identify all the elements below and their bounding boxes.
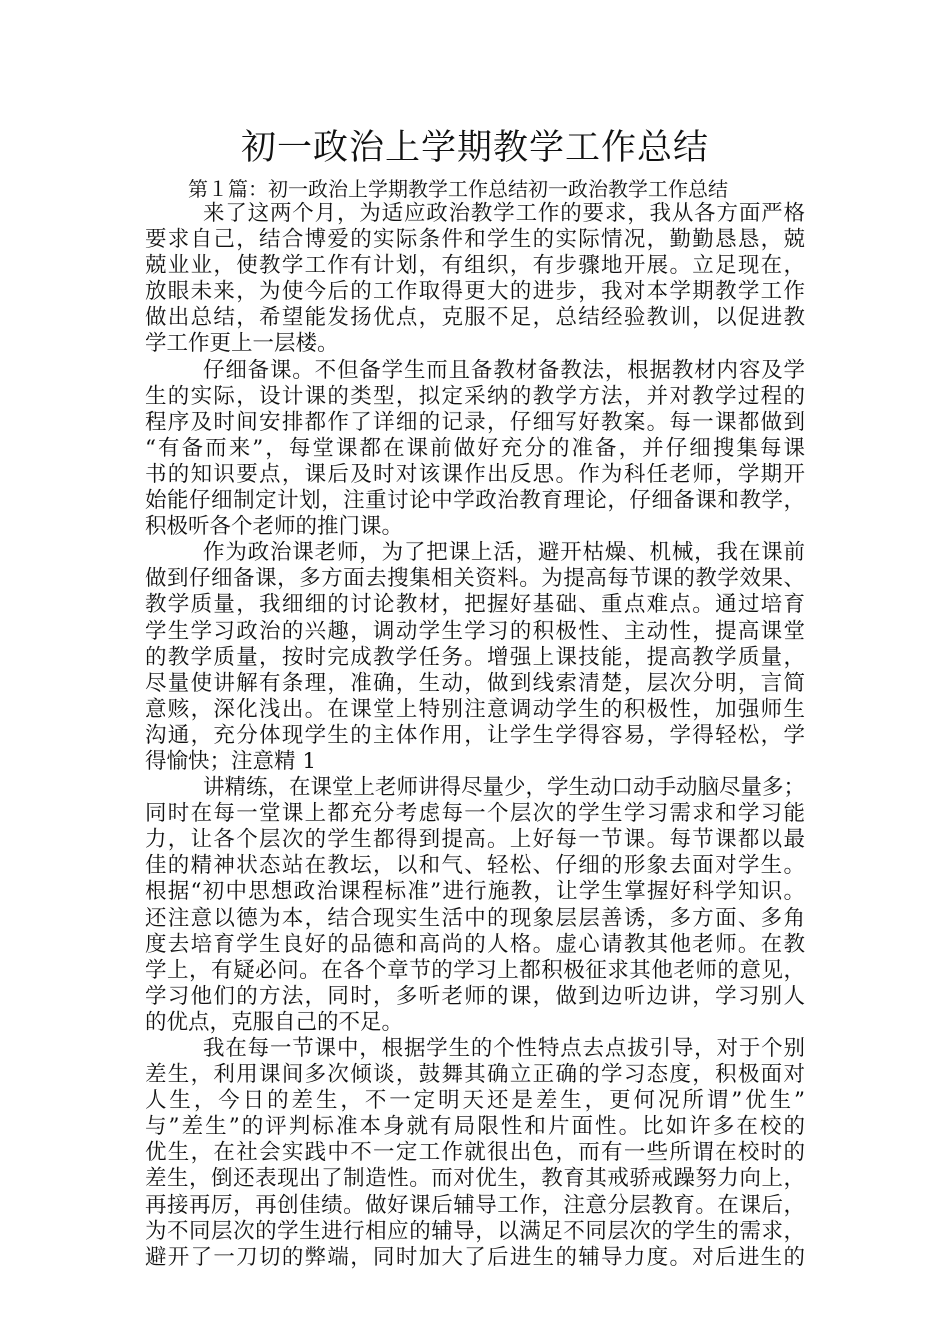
body-line: 再接再厉，再创佳绩。做好课后辅导工作，注意分层教育。在课后，: [145, 1192, 805, 1218]
document-subtitle: 第１篇：初一政治上学期教学工作总结初一政治教学工作总结: [188, 177, 728, 201]
body-line: 教学质量，我细细的讨论教材，把握好基础、重点难点。通过培育: [145, 592, 805, 618]
body-line: 程序及时间安排都作了详细的记录，仔细写好教案。每一课都做到: [145, 409, 805, 435]
body-line: 学习他们的方法，同时，多听老师的课，做到边听边讲，学习别人: [145, 983, 805, 1009]
body-line: 还注意以德为本，结合现实生活中的现象层层善诱，多方面、多角: [145, 905, 805, 931]
body-line: 来了这两个月，为适应政治教学工作的要求，我从各方面严格: [203, 201, 805, 226]
body-line: 我在每一节课中，根据学生的个性特点去点拔引导，对于个别: [203, 1036, 805, 1061]
body-line: 讲精练，在课堂上老师讲得尽量少，学生动口动手动脑尽量多；: [203, 775, 806, 801]
body-line: 差生，利用课间多次倾谈，鼓舞其确立正确的学习态度，积极面对: [145, 1062, 805, 1088]
body-line: 做出总结，希望能发扬优点，克服不足，总结经验教训，以促进教: [145, 305, 805, 331]
body-line: 与”差生”的评判标准本身就有局限性和片面性。比如许多在校的: [145, 1114, 805, 1140]
body-line: 沟通，充分体现学生的主体作用，让学生学得容易，学得轻松，学: [145, 722, 805, 748]
body-line: 书的知识要点，课后及时对该课作出反思。作为科任老师，学期开: [145, 461, 805, 487]
body-line: 的优点，克服自己的不足。: [145, 1009, 404, 1035]
body-line: 优生，在社会实践中不一定工作就很出色，而有一些所谓在校时的: [145, 1140, 805, 1166]
body-line: 避开了一刀切的弊端，同时加大了后进生的辅导力度。对后进生的: [145, 1244, 805, 1270]
body-line: “有备而来”，每堂课都在课前做好充分的准备，并仔细搜集每课: [145, 435, 805, 461]
body-line: 做到仔细备课，多方面去搜集相关资料。为提高每节课的教学效果、: [145, 566, 805, 592]
body-line: 得愉快；注意精 1: [145, 748, 317, 774]
body-line: 佳的精神状态站在教坛，以和气、轻松、仔细的形象去面对学生。: [145, 853, 805, 879]
body-line: 根据“初中思想政治课程标准”进行施教，让学生掌握好科学知识。: [145, 879, 805, 905]
body-line: 要求自己，结合博爱的实际条件和学生的实际情况，勤勤恳恳，兢: [145, 227, 805, 253]
body-line: 作为政治课老师，为了把课上活，避开枯燥、机械，我在课前: [203, 540, 805, 566]
body-line: 同时在每一堂课上都充分考虑每一个层次的学生学习需求和学习能: [145, 801, 805, 827]
body-line: 力，让各个层次的学生都得到提高。上好每一节课。每节课都以最: [145, 827, 805, 853]
body-line: 兢业业，使教学工作有计划，有组织，有步骤地开展。立足现在，: [145, 253, 805, 279]
body-line: 学生学习政治的兴趣，调动学生学习的积极性、主动性，提高课堂: [145, 618, 805, 644]
body-line: 人生，今日的差生，不一定明天还是差生，更何况所谓”优生”: [145, 1088, 805, 1114]
body-line: 的教学质量，按时完成教学任务。增强上课技能，提高教学质量，: [145, 644, 805, 670]
document-title: 初一政治上学期教学工作总结: [240, 128, 709, 168]
body-line: 积极听各个老师的推门课。: [145, 514, 404, 540]
body-line: 放眼未来，为使今后的工作取得更大的进步，我对本学期教学工作: [145, 279, 805, 305]
body-line: 尽量使讲解有条理，准确，生动，做到线索清楚，层次分明，言简: [145, 670, 805, 696]
body-line: 为不同层次的学生进行相应的辅导，以满足不同层次的学生的需求，: [145, 1218, 805, 1244]
body-line: 度去培育学生良好的品德和高尚的人格。虚心请教其他老师。在教: [145, 931, 805, 957]
body-line: 差生，倒还表现出了制造性。而对优生，教育其戒骄戒躁努力向上，: [145, 1166, 805, 1192]
body-line: 学上，有疑必问。在各个章节的学习上都积极征求其他老师的意见，: [145, 957, 805, 983]
body-line: 生的实际，设计课的类型，拟定采纳的教学方法，并对教学过程的: [145, 383, 805, 409]
body-line: 学工作更上一层楼。: [145, 331, 339, 357]
body-line: 意赅，深化浅出。在课堂上特别注意调动学生的积极性，加强师生: [145, 696, 805, 722]
document-body: [145, 201, 805, 1271]
body-line: 始能仔细制定计划，注重讨论中学政治教育理论，仔细备课和教学，: [145, 488, 805, 514]
body-line: 仔细备课。不但备学生而且备教材备教法，根据教材内容及学: [203, 357, 805, 383]
